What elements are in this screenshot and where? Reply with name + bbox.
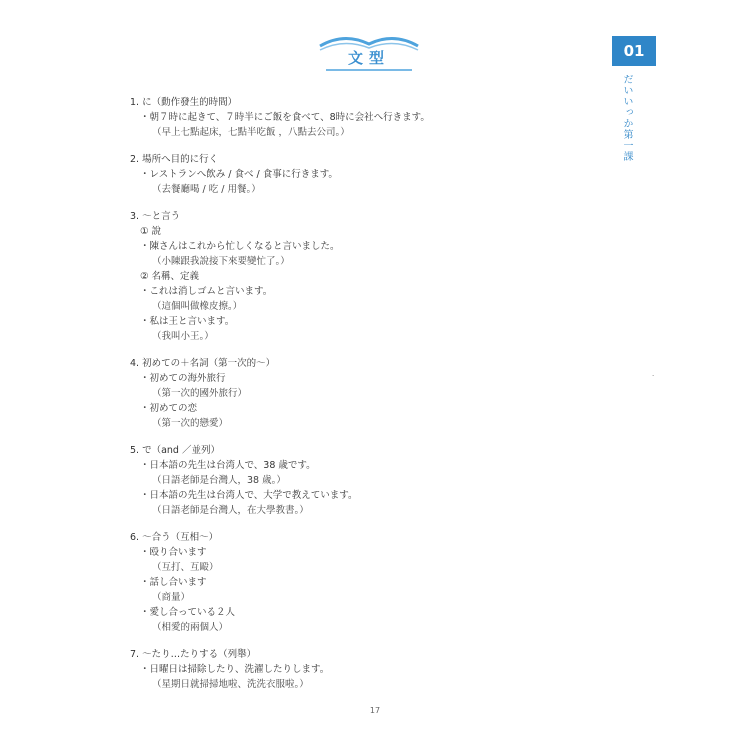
chapter-vertical-label: だいいっか第一課 [621,74,632,162]
grammar-heading: 2. 場所へ目的に行く [130,154,219,165]
grammar-heading: 4. 初めての＋名詞（第一次的～） [130,358,276,369]
section-title: 文型 [347,49,390,67]
grammar-section [130,209,590,344]
translation-line: （日語老師是台灣人，38 歲。） [152,475,286,486]
example-line: ・朝７時に起きて、７時半にご飯を食べて、8時に会社へ行きます。 [140,112,430,123]
grammar-section [130,443,590,518]
translation-line: （商量） [152,592,191,603]
example-line: ・私は王と言います。 [140,316,235,327]
sub-meaning-line: ② 名稱、定義 [140,271,200,282]
translation-line: （這個叫做橡皮擦。） [152,301,243,312]
example-line: ・話し合います [140,577,207,588]
example-line: ・これは消しゴムと言います。 [140,286,273,297]
grammar-section [130,647,590,692]
example-line: ・初めての恋 [140,403,198,414]
sub-meaning-line: ① 說 [140,226,162,237]
example-line: ・初めての海外旅行 [140,373,226,384]
grammar-section [130,95,590,140]
translation-line: （早上七點起床，七點半吃飯 ，八點去公司。） [152,127,350,138]
translation-line: （星期日就掃掃地啦、洗洗衣服啦。） [152,679,309,690]
stray-mark: · [652,372,655,380]
translation-line: （第一次的戀愛） [152,418,229,429]
translation-line: （日語老師是台灣人，在大學教書。） [152,505,309,516]
translation-line: （去餐廳喝 / 吃 / 用餐。） [152,184,261,195]
example-line: ・殴り合います [140,547,207,558]
example-line: ・日本語の先生は台湾人で、38 歳です。 [140,460,316,471]
example-line: ・レストランへ飲み / 食べ / 食事に行きます。 [140,169,338,180]
grammar-heading: 1. に（動作發生的時間） [130,97,238,108]
translation-line: （小陳跟我說接下來要變忙了。） [152,256,290,267]
translation-line: （我叫小王。） [152,331,214,342]
chapter-number-tab: 01 [612,36,656,66]
translation-line: （第一次的國外旅行） [152,388,248,399]
page-number: 17 [369,706,381,715]
grammar-pattern-list [130,95,590,704]
example-line: ・日曜日は掃除したり、洗濯したりします。 [140,664,330,675]
grammar-section [130,530,590,635]
grammar-heading: 3. ～と言う [130,211,181,222]
translation-line: （互打、互毆） [152,562,219,573]
example-line: ・日本語の先生は台湾人で、大学で教えています。 [140,490,358,501]
grammar-heading: 5. で（and ／並列） [130,445,220,456]
example-line: ・陳さんはこれから忙しくなると言いました。 [140,241,340,252]
grammar-heading: 6. ～合う（互相～） [130,532,219,543]
example-line: ・愛し合っている２人 [140,607,236,618]
grammar-section [130,152,590,197]
grammar-heading: 7. ～たり…たりする（列舉） [130,649,257,660]
grammar-section [130,356,590,431]
translation-line: （相愛的兩個人） [152,622,229,633]
